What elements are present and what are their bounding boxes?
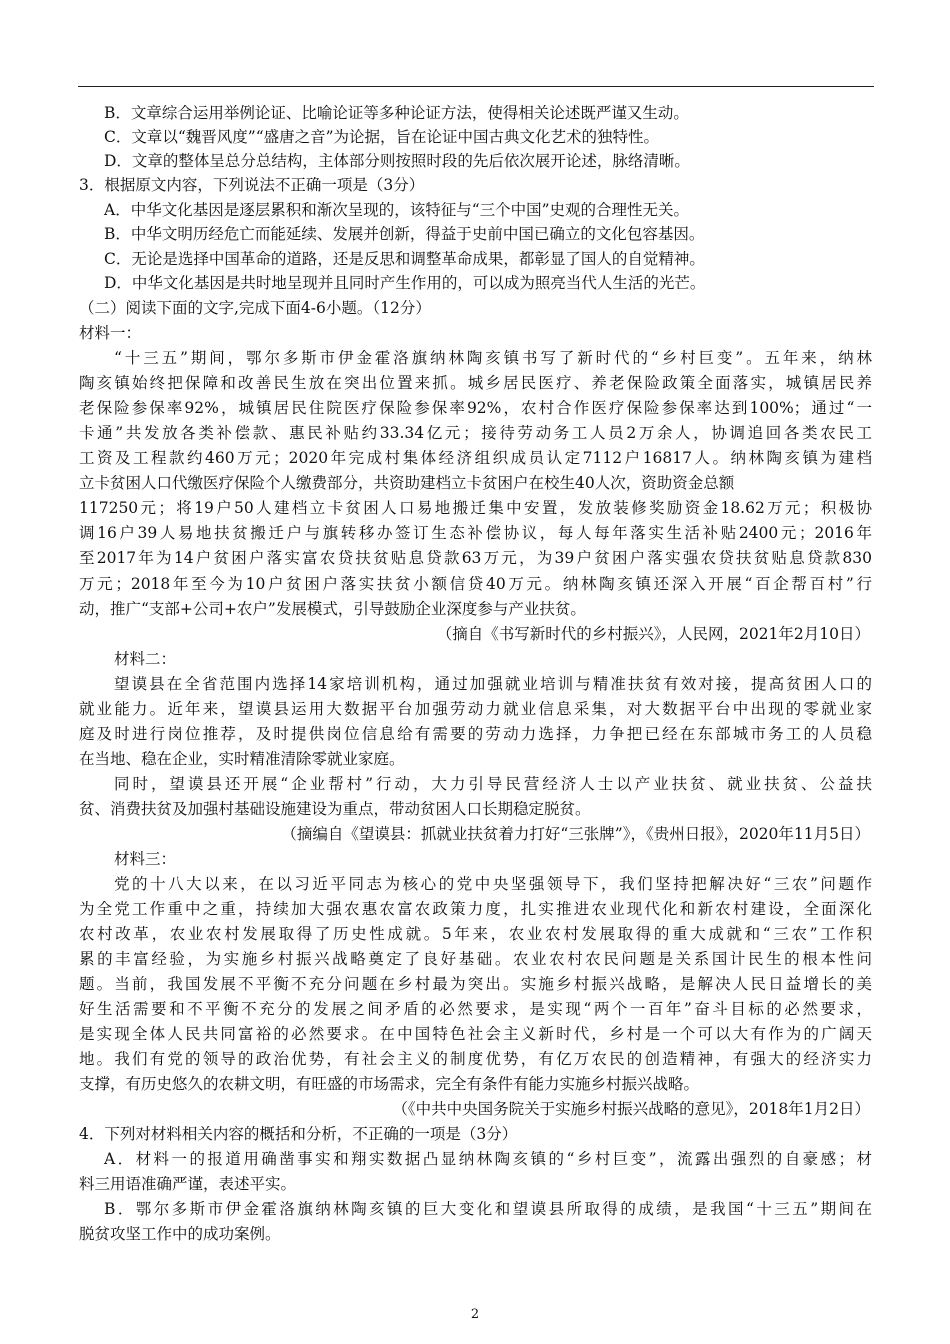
material-2-title: 材料二： (114, 650, 177, 668)
q3-stem: 3．根据原文内容，下列说法不正确一项是（3分） (79, 176, 425, 194)
q4-option-b-cont: 脱贫攻坚工作中的成功案例。 (79, 1225, 281, 1243)
q4-option-a: A．材料一的报道用确凿事实和翔实数据凸显纳林陶亥镇的“乡村巨变”，流露出强烈的自豪感；材 (104, 1150, 872, 1168)
material-3-line: 支撑，有历史悠久的农耕文明，有旺盛的市场需求，完全有条件有能力实施乡村振兴战略。 (79, 1075, 700, 1093)
material-3-source: （《中共中央国务院关于实施乡村振兴战略的意见》，2018年1月2日） (392, 1100, 870, 1118)
material-1-title: 材料一： (79, 324, 142, 342)
material-2-line: 在当地、稳在企业，实时精准清除零就业家庭。 (79, 750, 405, 768)
q2-option-b: B．文章综合运用举例论证、比喻论证等多种论证方法，使得相关论述既严谨又生动。 (104, 104, 689, 122)
material-3-title: 材料三： (114, 850, 177, 868)
q3-option-b: B．中华文明历经危亡而能延续、发展并创新，得益于史前中国已确立的文化包容基因。 (104, 225, 705, 243)
page-number: 2 (470, 1307, 480, 1322)
q2-option-c: C．文章以“魏晋风度”“盛唐之音”为论据，旨在论证中国古典文化艺术的独特性。 (104, 128, 660, 146)
material-1-line: “十三五”期间，鄂尔多斯市伊金霍洛旗纳林陶亥镇书写了新时代的“乡村巨变”。五年来，纳林 (114, 349, 872, 367)
q4-option-a-cont: 料三用语准确严谨，表述平实。 (79, 1175, 297, 1193)
q4-stem: 4．下列对材料相关内容的概括和分析，不正确的一项是（3分） (79, 1125, 518, 1143)
material-1-line: 立卡贫困人口代缴医疗保险个人缴费部分，共资助建档立卡贫困户在校生40人次，资助资金总额 (79, 474, 735, 492)
q3-option-a: A．中华文化基因是逐层累积和渐次呈现的，该特征与“三个中国”史观的合理性无关。 (104, 201, 690, 219)
material-3-line: 累的丰富经验，为实施乡村振兴战略奠定了良好基础。农业农村农民问题是关系国计民生的根本性问 (79, 950, 872, 968)
q2-option-d: D．文章的整体呈总分总结构，主体部分则按照时段的先后依次展开论述，脉络清晰。 (104, 152, 690, 170)
header-rule (78, 86, 874, 87)
material-1-line: 调16户39人易地扶贫搬迁户与旗转移办签订生态补偿协议，每人每年落实生活补贴2400元；2016年 (79, 524, 872, 542)
material-3-line: 好生活需要和不平衡不充分的发展之间矛盾的必然要求，是实现“两个一百年”奋斗目标的必然要求， (79, 1000, 872, 1018)
material-3-line: 农村改革，农业农村发展取得了历史性成就。5年来，农业农村发展取得的重大成就和“三农”工作积 (79, 925, 872, 943)
material-3-line: 地。我们有党的领导的政治优势，有社会主义的制度优势，有亿万农民的创造精神，有强大的经济实力 (79, 1050, 872, 1068)
material-3-line: 是实现全体人民共同富裕的必然要求。在中国特色社会主义新时代，乡村是一个可以大有作为的广阔天 (79, 1025, 872, 1043)
material-1-line: 工资及工程款约460万元；2020年完成村集体经济组织成员认定7112户16817人。纳林陶亥镇为建档 (79, 449, 872, 467)
material-1-line: 117250元；将19户50人建档立卡贫困人口易地搬迁集中安置，发放装修奖励资金18.62万元；积极协 (79, 499, 872, 517)
material-1-line: 至2017年为14户贫困户落实富农贷扶贫贴息贷款63万元，为39户贫困户落实强农贷扶贫贴息贷款830 (79, 549, 872, 567)
material-1-line: 动，推广“支部+公司+农户”发展模式，引导鼓励企业深度参与产业扶贫。 (79, 600, 586, 618)
material-1-line: 万元；2018年至今为10户贫困户落实扶贫小额信贷40万元。纳林陶亥镇还深入开展“百企帮百村”行 (79, 575, 872, 593)
material-1-line: 陶亥镇始终把保障和改善民生放在突出位置来抓。城乡居民医疗、养老保险政策全面落实，城镇居民养 (79, 374, 872, 392)
q3-option-d: D．中华文化基因是共时地呈现并且同时产生作用的，可以成为照亮当代人生活的光芒。 (104, 274, 706, 292)
material-3-line: 题。当前，我国发展不平衡不充分问题在乡村最为突出。实施乡村振兴战略，是解决人民日益增长的美 (79, 975, 872, 993)
section-heading: （二）阅读下面的文字,完成下面4-6小题。（12分） (79, 299, 431, 317)
material-1-line: 卡通”共发放各类补偿款、惠民补贴约33.34亿元；接待劳动务工人员2万余人，协调追回各类农民工 (79, 424, 872, 442)
material-3-line: 为全党工作重中之重，持续加大强农惠农富农政策力度，扎实推进农业现代化和新农村建设，全面深化 (79, 900, 872, 918)
material-2-line: 同时，望谟县还开展“企业帮村”行动，大力引导民营经济人士以产业扶贫、就业扶贫、公益扶 (114, 775, 872, 793)
material-1-source: （摘自《书写新时代的乡村振兴》，人民网，2021年2月10日） (436, 625, 870, 643)
material-2-line: 庭及时进行岗位推荐，及时提供岗位信息给有需要的劳动力选择，力争把已经在东部城市务工的人员稳 (79, 725, 872, 743)
material-2-line: 就业能力。近年来，望谟县运用大数据平台加强劳动力就业信息采集，对大数据平台中出现的零就业家 (79, 700, 872, 718)
material-3-line: 党的十八大以来，在以习近平同志为核心的党中央坚强领导下，我们坚持把解决好“三农”问题作 (114, 875, 872, 893)
material-1-line: 老保险参保率92%，城镇居民住院医疗保险参保率92%，农村合作医疗保险参保率达到100%；通过“一 (79, 399, 872, 417)
material-2-source: （摘编自《望谟县：抓就业扶贫着力打好“三张牌”》，《贵州日报》，2020年11月5日） (281, 825, 870, 843)
q3-option-c: C．无论是选择中国革命的道路，还是反思和调整革命成果，都彰显了国人的自觉精神。 (104, 250, 705, 268)
material-2-line: 望谟县在全省范围内选择14家培训机构，通过加强就业培训与精准扶贫有效对接，提高贫困人口的 (114, 675, 872, 693)
material-2-line: 贫、消费扶贫及加强村基础设施建设为重点，带动贫困人口长期稳定脱贫。 (79, 800, 591, 818)
q4-option-b: B．鄂尔多斯市伊金霍洛旗纳林陶亥镇的巨大变化和望谟县所取得的成绩，是我国“十三五”期间在 (104, 1200, 872, 1218)
